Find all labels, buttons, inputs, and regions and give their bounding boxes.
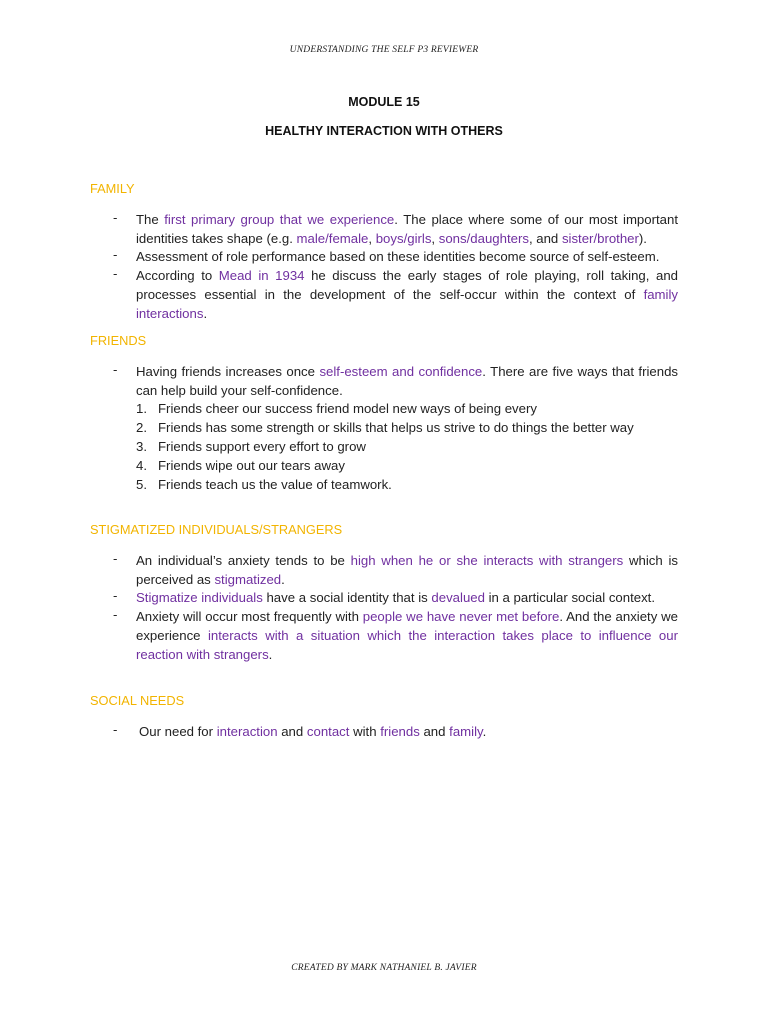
bullet-dash: -: [113, 247, 118, 262]
section-heading-friends: FRIENDS: [90, 333, 147, 348]
bullet-dash: -: [113, 362, 118, 377]
page-header: UNDERSTANDING THE SELF P3 REVIEWER: [289, 45, 479, 55]
bullet-text: Assessment of role performance based on these identities become source of self-esteem.: [136, 249, 660, 264]
bullet-dash: -: [113, 588, 118, 603]
section-heading-stigmatized: STIGMATIZED INDIVIDUALS/STRANGERS: [90, 522, 343, 537]
page-footer: CREATED BY MARK NATHANIEL B. JAVIER: [291, 963, 477, 973]
bullet-dash: -: [113, 210, 118, 225]
friends-list-item-3: 3. Friends support every effort to grow: [136, 439, 366, 454]
bullet-text: The first primary group that we experience. The place where some of our most important identities takes shape (e.g. male/female, boys/girls, sons/daughters, and sister/brother).: [136, 212, 678, 246]
section-heading-family: FAMILY: [90, 181, 135, 196]
bullet-text: Having friends increases once self-esteem and confidence. There are five ways that friends can help build your self-confidence.: [136, 364, 679, 398]
friends-list-item-1: 1. Friends cheer our success friend model new ways of being every: [136, 401, 537, 416]
bullet-text: Our need for interaction and contact with friends and family.: [139, 724, 487, 739]
bullet-text: An individual’s anxiety tends to be high when he or she interacts with strangers which is perceived as stigmatized.: [136, 553, 678, 587]
bullet-text: Stigmatize individuals have a social identity that is devalued in a particular social context.: [136, 590, 656, 605]
bullet-dash: -: [113, 722, 118, 737]
friends-list-item-5: 5. Friends teach us the value of teamwork.: [136, 477, 392, 492]
module-number: MODULE 15: [348, 95, 420, 109]
friends-list-item-4: 4. Friends wipe out our tears away: [136, 458, 345, 473]
bullet-dash: -: [113, 266, 118, 281]
bullet-dash: -: [113, 607, 118, 622]
module-title: HEALTHY INTERACTION WITH OTHERS: [265, 124, 503, 138]
bullet-text: Anxiety will occur most frequently with people we have never met before. And the anxiety we experience interacts with a situation which the interaction takes place to influence our reaction with strangers.: [136, 609, 679, 662]
bullet-dash: -: [113, 551, 118, 566]
section-heading-social-needs: SOCIAL NEEDS: [90, 693, 185, 708]
bullet-text: According to Mead in 1934 he discuss the early stages of role playing, roll taking, and processes essential in the development of the self-occur within the context of family interactions.: [136, 268, 679, 321]
friends-list-item-2: 2. Friends has some strength or skills that helps us strive to do things the better way: [136, 420, 634, 435]
